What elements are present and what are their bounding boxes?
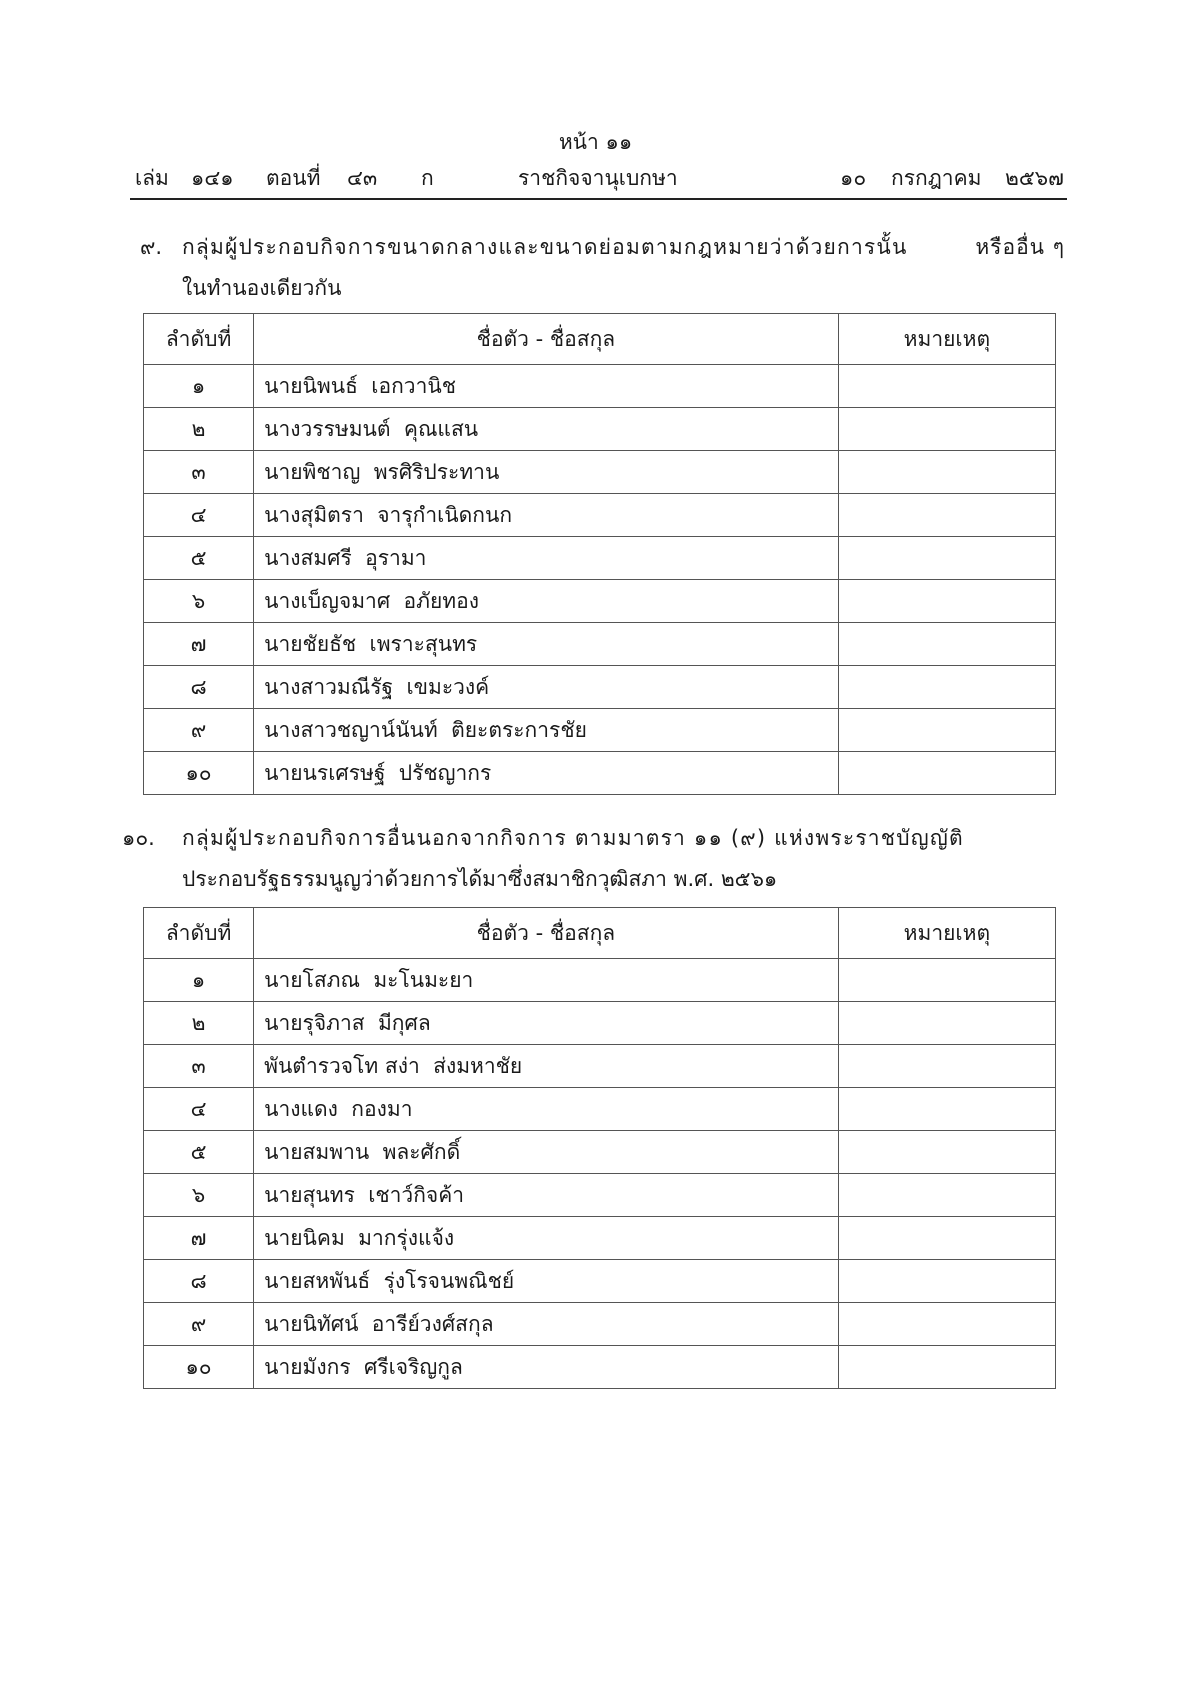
column-header-no: ลำดับที่: [144, 908, 254, 959]
row-number: ๕: [144, 1131, 254, 1174]
section-10-heading: [122, 818, 1065, 900]
column-header-no: ลำดับที่: [144, 314, 254, 365]
gazette-name: ราชกิจจานุเบกษา: [518, 166, 678, 190]
row-number: ๑: [144, 959, 254, 1002]
section-9-number: ๙.: [140, 235, 163, 259]
header-divider: [130, 198, 1067, 200]
member-name: นายสมพาน พละศักดิ์: [254, 1131, 839, 1174]
row-number: ๘: [144, 666, 254, 709]
member-note: [838, 451, 1055, 494]
column-header-name: ชื่อตัว - ชื่อสกุล: [254, 908, 839, 959]
date-year: ๒๕๖๗: [1005, 166, 1064, 190]
table-row: [144, 623, 1056, 666]
member-name: นายนิทัศน์ อารีย์วงศ์สกุล: [254, 1303, 839, 1346]
table-row: [144, 1088, 1056, 1131]
section-9-title-tail: หรืออื่น ๆ: [975, 235, 1065, 259]
table-header-row: [144, 908, 1056, 959]
row-number: ๙: [144, 709, 254, 752]
issue-kind: ก: [421, 166, 434, 190]
member-note: [838, 959, 1055, 1002]
table-row: [144, 1346, 1056, 1389]
table-row: [144, 580, 1056, 623]
table-row: [144, 752, 1056, 795]
member-name: นายชัยธัช เพราะสุนทร: [254, 623, 839, 666]
column-header-note: หมายเหตุ: [838, 314, 1055, 365]
row-number: ๘: [144, 1260, 254, 1303]
row-number: ๔: [144, 494, 254, 537]
member-name: นางสาวมณีรัฐ เขมะวงค์: [254, 666, 839, 709]
row-number: ๒: [144, 1002, 254, 1045]
section-9-members-table: [143, 313, 1056, 795]
table-row: [144, 1131, 1056, 1174]
member-note: [838, 365, 1055, 408]
member-note: [838, 537, 1055, 580]
member-name: นายมังกร ศรีเจริญกูล: [254, 1346, 839, 1389]
row-number: ๗: [144, 1217, 254, 1260]
section-10-number: ๑๐.: [122, 826, 155, 850]
member-note: [838, 752, 1055, 795]
row-number: ๑๐: [144, 1346, 254, 1389]
member-note: [838, 709, 1055, 752]
member-note: [838, 623, 1055, 666]
member-note: [838, 666, 1055, 709]
table-row: [144, 365, 1056, 408]
member-name: นางวรรษมนต์ คุณแสน: [254, 408, 839, 451]
column-header-name: ชื่อตัว - ชื่อสกุล: [254, 314, 839, 365]
table-row: [144, 1045, 1056, 1088]
section-10-title: กลุ่มผู้ประกอบกิจการอื่นนอกจากกิจการ ตามมาตรา ๑๑ (๙) แห่งพระราชบัญญัติ: [182, 826, 964, 850]
date-day: ๑๐: [840, 166, 867, 190]
table-row: [144, 1174, 1056, 1217]
table-row: [144, 666, 1056, 709]
member-name: นายนิพนธ์ เอกวานิช: [254, 365, 839, 408]
row-number: ๗: [144, 623, 254, 666]
row-number: ๓: [144, 451, 254, 494]
date-month: กรกฎาคม: [891, 166, 982, 190]
row-number: ๖: [144, 580, 254, 623]
section-10-members-table: [143, 907, 1056, 1389]
member-name: นายนรเศรษฐ์ ปรัชญากร: [254, 752, 839, 795]
member-note: [838, 1002, 1055, 1045]
section-9-title: กลุ่มผู้ประกอบกิจการขนาดกลางและขนาดย่อมตามกฎหมายว่าด้วยการนั้น: [182, 235, 908, 259]
member-name: นายรุจิภาส มีกุศล: [254, 1002, 839, 1045]
member-note: [838, 1131, 1055, 1174]
row-number: ๑: [144, 365, 254, 408]
table-row: [144, 959, 1056, 1002]
section-9-title-line2: ในทำนองเดียวกัน: [182, 276, 342, 300]
member-note: [838, 1260, 1055, 1303]
member-note: [838, 580, 1055, 623]
table-row: [144, 408, 1056, 451]
issue-label: ตอนที่: [266, 166, 321, 190]
member-name: นายนิคม มากรุ่งแจ้ง: [254, 1217, 839, 1260]
row-number: ๒: [144, 408, 254, 451]
table-row: [144, 1002, 1056, 1045]
member-note: [838, 1303, 1055, 1346]
table-header-row: [144, 314, 1056, 365]
table-row: [144, 1260, 1056, 1303]
row-number: ๕: [144, 537, 254, 580]
page-number: หน้า ๑๑: [558, 130, 633, 154]
member-name: นางสาวชญาน์นันท์ ติยะตระการชัย: [254, 709, 839, 752]
member-name: นางเบ็ญจมาศ อภัยทอง: [254, 580, 839, 623]
member-name: นายสหพันธ์ รุ่งโรจนพณิชย์: [254, 1260, 839, 1303]
section-10-title-line2: ประกอบรัฐธรรมนูญว่าด้วยการได้มาซึ่งสมาชิกวุฒิสภา พ.ศ. ๒๕๖๑: [182, 867, 778, 891]
member-note: [838, 1346, 1055, 1389]
table-row: [144, 494, 1056, 537]
member-name: นายพิชาญ พรศิริประทาน: [254, 451, 839, 494]
section-9-heading: [140, 227, 1065, 309]
row-number: ๔: [144, 1088, 254, 1131]
volume-label: เล่ม: [135, 166, 169, 190]
member-note: [838, 408, 1055, 451]
table-row: [144, 1217, 1056, 1260]
issue-number: ๔๓: [347, 166, 378, 190]
member-name: นางสุมิตรา จารุกำเนิดกนก: [254, 494, 839, 537]
row-number: ๖: [144, 1174, 254, 1217]
member-note: [838, 494, 1055, 537]
member-name: นายสุนทร เชาว์กิจค้า: [254, 1174, 839, 1217]
volume-number: ๑๔๑: [191, 166, 234, 190]
member-name: พันตำรวจโท สง่า ส่งมหาชัย: [254, 1045, 839, 1088]
member-note: [838, 1217, 1055, 1260]
row-number: ๑๐: [144, 752, 254, 795]
row-number: ๙: [144, 1303, 254, 1346]
member-name: นางสมศรี อุรามา: [254, 537, 839, 580]
table-row: [144, 537, 1056, 580]
gazette-header: [135, 162, 1066, 192]
member-name: นางแดง กองมา: [254, 1088, 839, 1131]
column-header-note: หมายเหตุ: [838, 908, 1055, 959]
member-name: นายโสภณ มะโนมะยา: [254, 959, 839, 1002]
table-row: [144, 1303, 1056, 1346]
table-row: [144, 451, 1056, 494]
table-row: [144, 709, 1056, 752]
member-note: [838, 1088, 1055, 1131]
member-note: [838, 1174, 1055, 1217]
row-number: ๓: [144, 1045, 254, 1088]
member-note: [838, 1045, 1055, 1088]
